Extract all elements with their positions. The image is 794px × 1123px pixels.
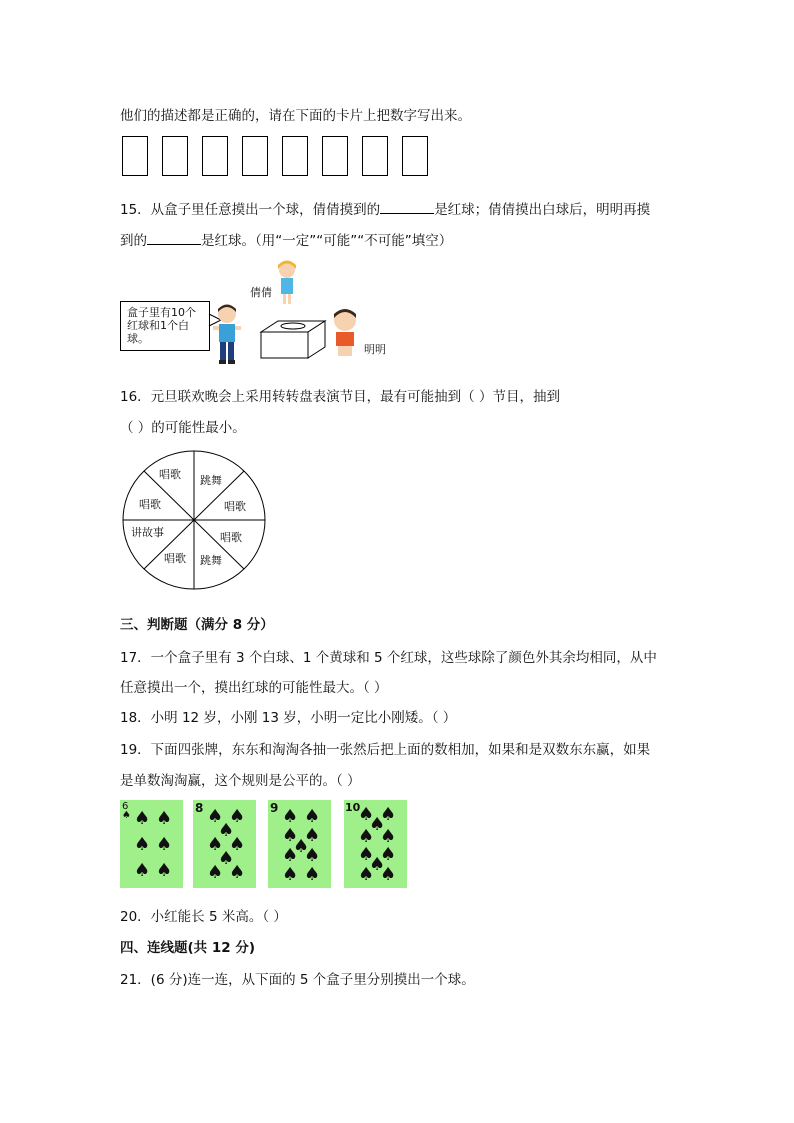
boy-mingming-icon (328, 308, 362, 364)
wheel-sector-label: 唱歌 (159, 468, 181, 481)
spade-icon: ♠ (358, 804, 375, 825)
spinner-wheel (122, 450, 268, 590)
blank-card[interactable] (402, 136, 428, 176)
answer-blank[interactable] (147, 231, 201, 245)
q16-line2: （ ）的可能性最小。 (120, 420, 246, 436)
spade-icon: ♠ (304, 825, 321, 846)
q21: 21．(6 分)连一连，从下面的 5 个盒子里分别摸出一个球。 (120, 972, 475, 988)
spade-icon: ♠ (218, 848, 235, 869)
spade-icon: ♠ (380, 826, 397, 847)
card-rank: 9 (270, 801, 279, 815)
wheel-sector-label: 跳舞 (200, 554, 222, 567)
playing-card-8 (193, 800, 256, 888)
spade-icon: ♠ (380, 844, 397, 865)
box-icon (258, 318, 328, 360)
spade-icon: ♠ (380, 804, 397, 825)
spade-icon: ♠ (207, 806, 224, 827)
spade-icon: ♠ (304, 864, 321, 885)
section4-title: 四、连线题(共 12 分) (120, 940, 256, 956)
q18: 18．小明 12 岁，小刚 13 岁，小明一定比小刚矮。（ ） (120, 710, 457, 726)
spade-icon: ♠ (304, 806, 321, 827)
q15-text-d: 是红球。（用“一定”“可能”“不可能”填空） (201, 233, 453, 249)
spade-icon: ♠ (369, 854, 386, 875)
blank-card[interactable] (242, 136, 268, 176)
wheel-sector-label: 唱歌 (220, 531, 242, 544)
wheel-sector-label: 唱歌 (164, 552, 186, 565)
q15-line2 (120, 229, 452, 249)
spade-icon: ♠ (156, 808, 173, 829)
q19-line1: 19．下面四张牌，东东和淘淘各抽一张然后把上面的数相加，如果和是双数东东赢，如果 (120, 742, 651, 758)
spade-icon: ♠ (218, 820, 235, 841)
spade-icon: ♠ (134, 834, 151, 855)
spade-icon: ♠ (293, 836, 310, 857)
blank-card[interactable] (122, 136, 148, 176)
girl-figure-icon (272, 260, 302, 306)
q16-line1: 16．元旦联欢晚会上采用转转盘表演节目，最有可能抽到（ ）节目，抽到 (120, 389, 560, 405)
q19-line2: 是单数淘淘赢，这个规则是公平的。（ ） (120, 773, 361, 789)
wheel-sector-label: 唱歌 (224, 500, 246, 513)
spade-icon: ♠ (282, 806, 299, 827)
spade-icon: ♠ (229, 862, 246, 883)
wheel-sector-label: 跳舞 (200, 474, 222, 487)
spade-icon: ♠ (304, 845, 321, 866)
playing-card-10 (344, 800, 407, 888)
spade-icon: ♠ (282, 845, 299, 866)
spade-icon: ♠ (380, 864, 397, 885)
wheel-sector-label: 讲故事 (131, 526, 164, 539)
card-rank: 10 (345, 801, 361, 814)
boy-figure-icon (210, 302, 244, 368)
card-rank: 6 (122, 801, 129, 812)
name-qianqian: 倩倩 (250, 286, 272, 299)
playing-card-9 (268, 800, 331, 888)
spade-icon: ♠ (156, 834, 173, 855)
wheel-sector-label: 唱歌 (139, 498, 161, 511)
q15-line1 (120, 198, 650, 218)
speech-bubble: 盒子里有10个红球和1个白球。 (120, 301, 210, 351)
spade-icon: ♠ (207, 862, 224, 883)
spade-icon: ♠ (369, 814, 386, 835)
q20: 20．小红能长 5 米高。（ ） (120, 909, 287, 925)
playing-card-6 (120, 800, 183, 888)
spade-icon: ♠ (229, 806, 246, 827)
spade-icon: ♠ (358, 864, 375, 885)
spade-icon: ♠ (358, 826, 375, 847)
blank-card[interactable] (282, 136, 308, 176)
spade-icon: ♠ (207, 834, 224, 855)
spade-icon: ♠ (282, 825, 299, 846)
intro-line: 他们的描述都是正确的，请在下面的卡片上把数字写出来。 (120, 108, 471, 124)
q15-text-b: 是红球；倩倩摸出白球后，明明再摸 (434, 202, 651, 218)
name-mingming: 明明 (364, 343, 386, 356)
q15-text-a: 15．从盒子里任意摸出一个球，倩倩摸到的 (120, 202, 381, 218)
q17-line2: 任意摸出一个，摸出红球的可能性最大。（ ） (120, 680, 388, 696)
spade-icon: ♠ (122, 810, 131, 821)
spade-icon: ♠ (358, 844, 375, 865)
q15-text-c: 到的 (120, 233, 147, 249)
spade-icon: ♠ (282, 864, 299, 885)
blank-card[interactable] (202, 136, 228, 176)
blank-card[interactable] (322, 136, 348, 176)
spade-icon: ♠ (134, 808, 151, 829)
card-rank: 8 (195, 801, 204, 815)
blank-card[interactable] (362, 136, 388, 176)
blank-card[interactable] (162, 136, 188, 176)
section3-title: 三、判断题（满分 8 分） (120, 617, 274, 633)
answer-blank[interactable] (380, 200, 434, 214)
spade-icon: ♠ (229, 834, 246, 855)
spade-icon: ♠ (156, 860, 173, 881)
q17-line1: 17．一个盒子里有 3 个白球、1 个黄球和 5 个红球，这些球除了颜色外其余均相同，从中 (120, 650, 657, 666)
spade-icon: ♠ (134, 860, 151, 881)
